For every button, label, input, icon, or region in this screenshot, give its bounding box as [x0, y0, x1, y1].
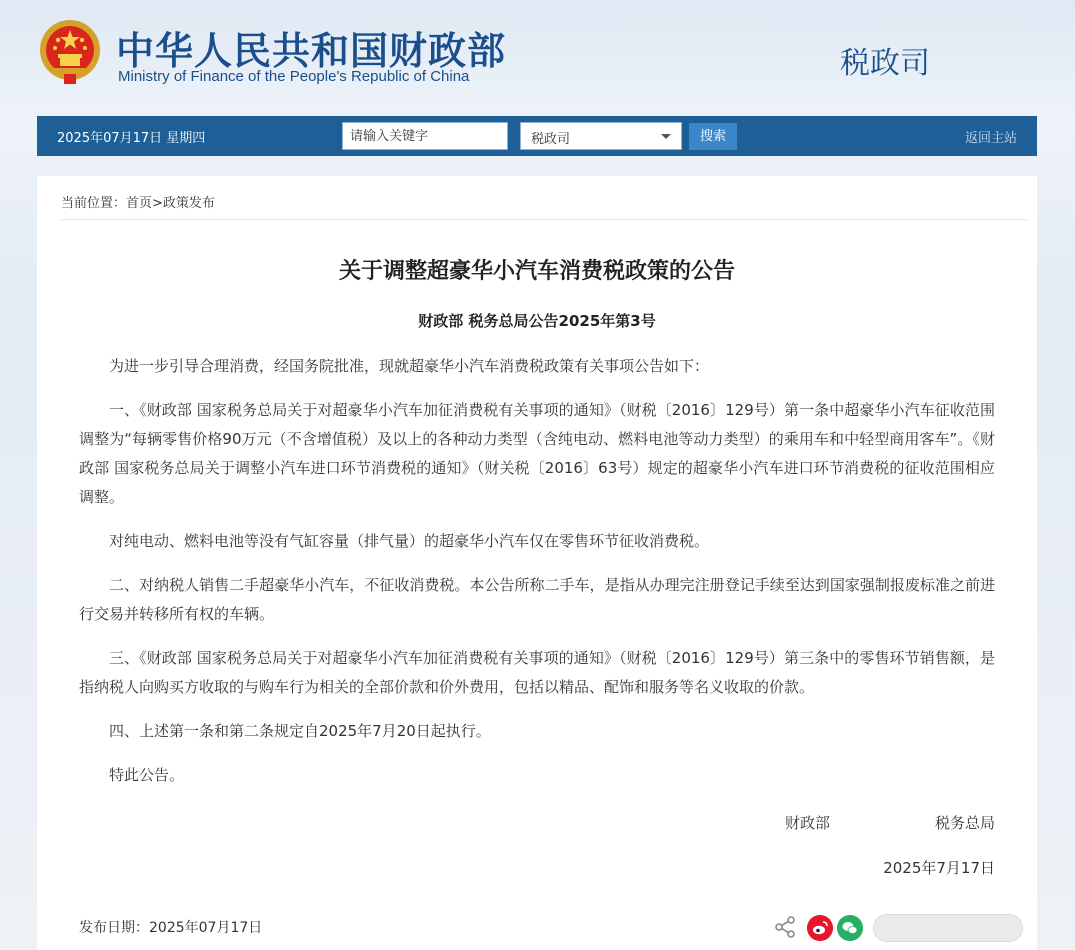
national-emblem-icon	[38, 18, 102, 86]
current-date: 2025年07月17日 星期四	[57, 131, 206, 146]
nav-bar	[37, 116, 1037, 156]
signer-ministry: 财政部	[785, 814, 831, 832]
share-toggle[interactable]	[873, 914, 1023, 942]
share-bar	[773, 913, 1033, 943]
paragraph: 三、《财政部 国家税务总局关于对超豪华小汽车加征消费税有关事项的通知》（财税〔2016〕129号）第三条中的零售环节销售额，是指纳税人向购买方收取的与购车行为相关的全部价款和价外费用，包括以精品、配饰和服务等名义收取的价款。	[79, 649, 996, 696]
site-header	[0, 0, 1075, 116]
paragraph: 对纯电动、燃料电池等没有气缸容量（排气量）的超豪华小汽车仅在零售环节征收消费税。	[109, 532, 710, 550]
chevron-down-icon	[661, 134, 671, 139]
divider	[61, 219, 1027, 220]
weibo-icon[interactable]	[807, 915, 833, 941]
wechat-icon[interactable]	[837, 915, 863, 941]
site-title: 中华人民共和国财政部	[116, 29, 507, 73]
search-input[interactable]	[342, 122, 508, 150]
document-number: 财政部 税务总局公告2025年第3号	[418, 312, 656, 330]
search-scope-value: 税政司	[531, 132, 571, 147]
paragraph: 特此公告。	[109, 766, 185, 784]
publish-date: 发布日期：2025年07月17日	[79, 920, 263, 936]
paragraph: 一、《财政部 国家税务总局关于对超豪华小汽车加征消费税有关事项的通知》（财税〔2016〕129号）第一条中超豪华小汽车征收范围调整为“每辆零售价格90万元（不含增值税）及以上的各种动力类型（含纯电动、燃料电池等动力类型）的乘用车和中轻型商用客车”。《财政部 国家税务总局关于调整小汽车进口环节消费税的通知》（财关税〔2016〕63号）规定的超豪华小汽车进口环节消费税的征收范围相应调整。	[79, 401, 996, 506]
paragraph: 为进一步引导合理消费，经国务院批准，现就超豪华小汽车消费税政策有关事项公告如下：	[109, 357, 710, 375]
search-button[interactable]: 搜索	[689, 123, 737, 150]
paragraph: 四、上述第一条和第二条规定自2025年7月20日起执行。	[109, 722, 491, 740]
sign-date: 2025年7月17日	[883, 859, 995, 877]
article-panel	[37, 176, 1037, 950]
share-icon[interactable]	[773, 915, 797, 939]
paragraph: 二、对纳税人销售二手超豪华小汽车，不征收消费税。本公告所称二手车，是指从办理完注册登记手续至达到国家强制报废标准之前进行交易并转移所有权的车辆。	[79, 576, 995, 623]
signer-tax-bureau: 税务总局	[934, 814, 995, 832]
site-title-english: Ministry of Finance of the People's Republic of China	[118, 68, 470, 85]
breadcrumb[interactable]: 当前位置：首页>政策发布	[61, 196, 215, 211]
search-scope-select[interactable]	[520, 122, 682, 150]
article-title: 关于调整超豪华小汽车消费税政策的公告	[338, 259, 735, 284]
article-body	[79, 352, 995, 805]
return-home-link[interactable]: 返回主站	[964, 131, 1017, 146]
department-name: 税政司	[840, 46, 930, 81]
